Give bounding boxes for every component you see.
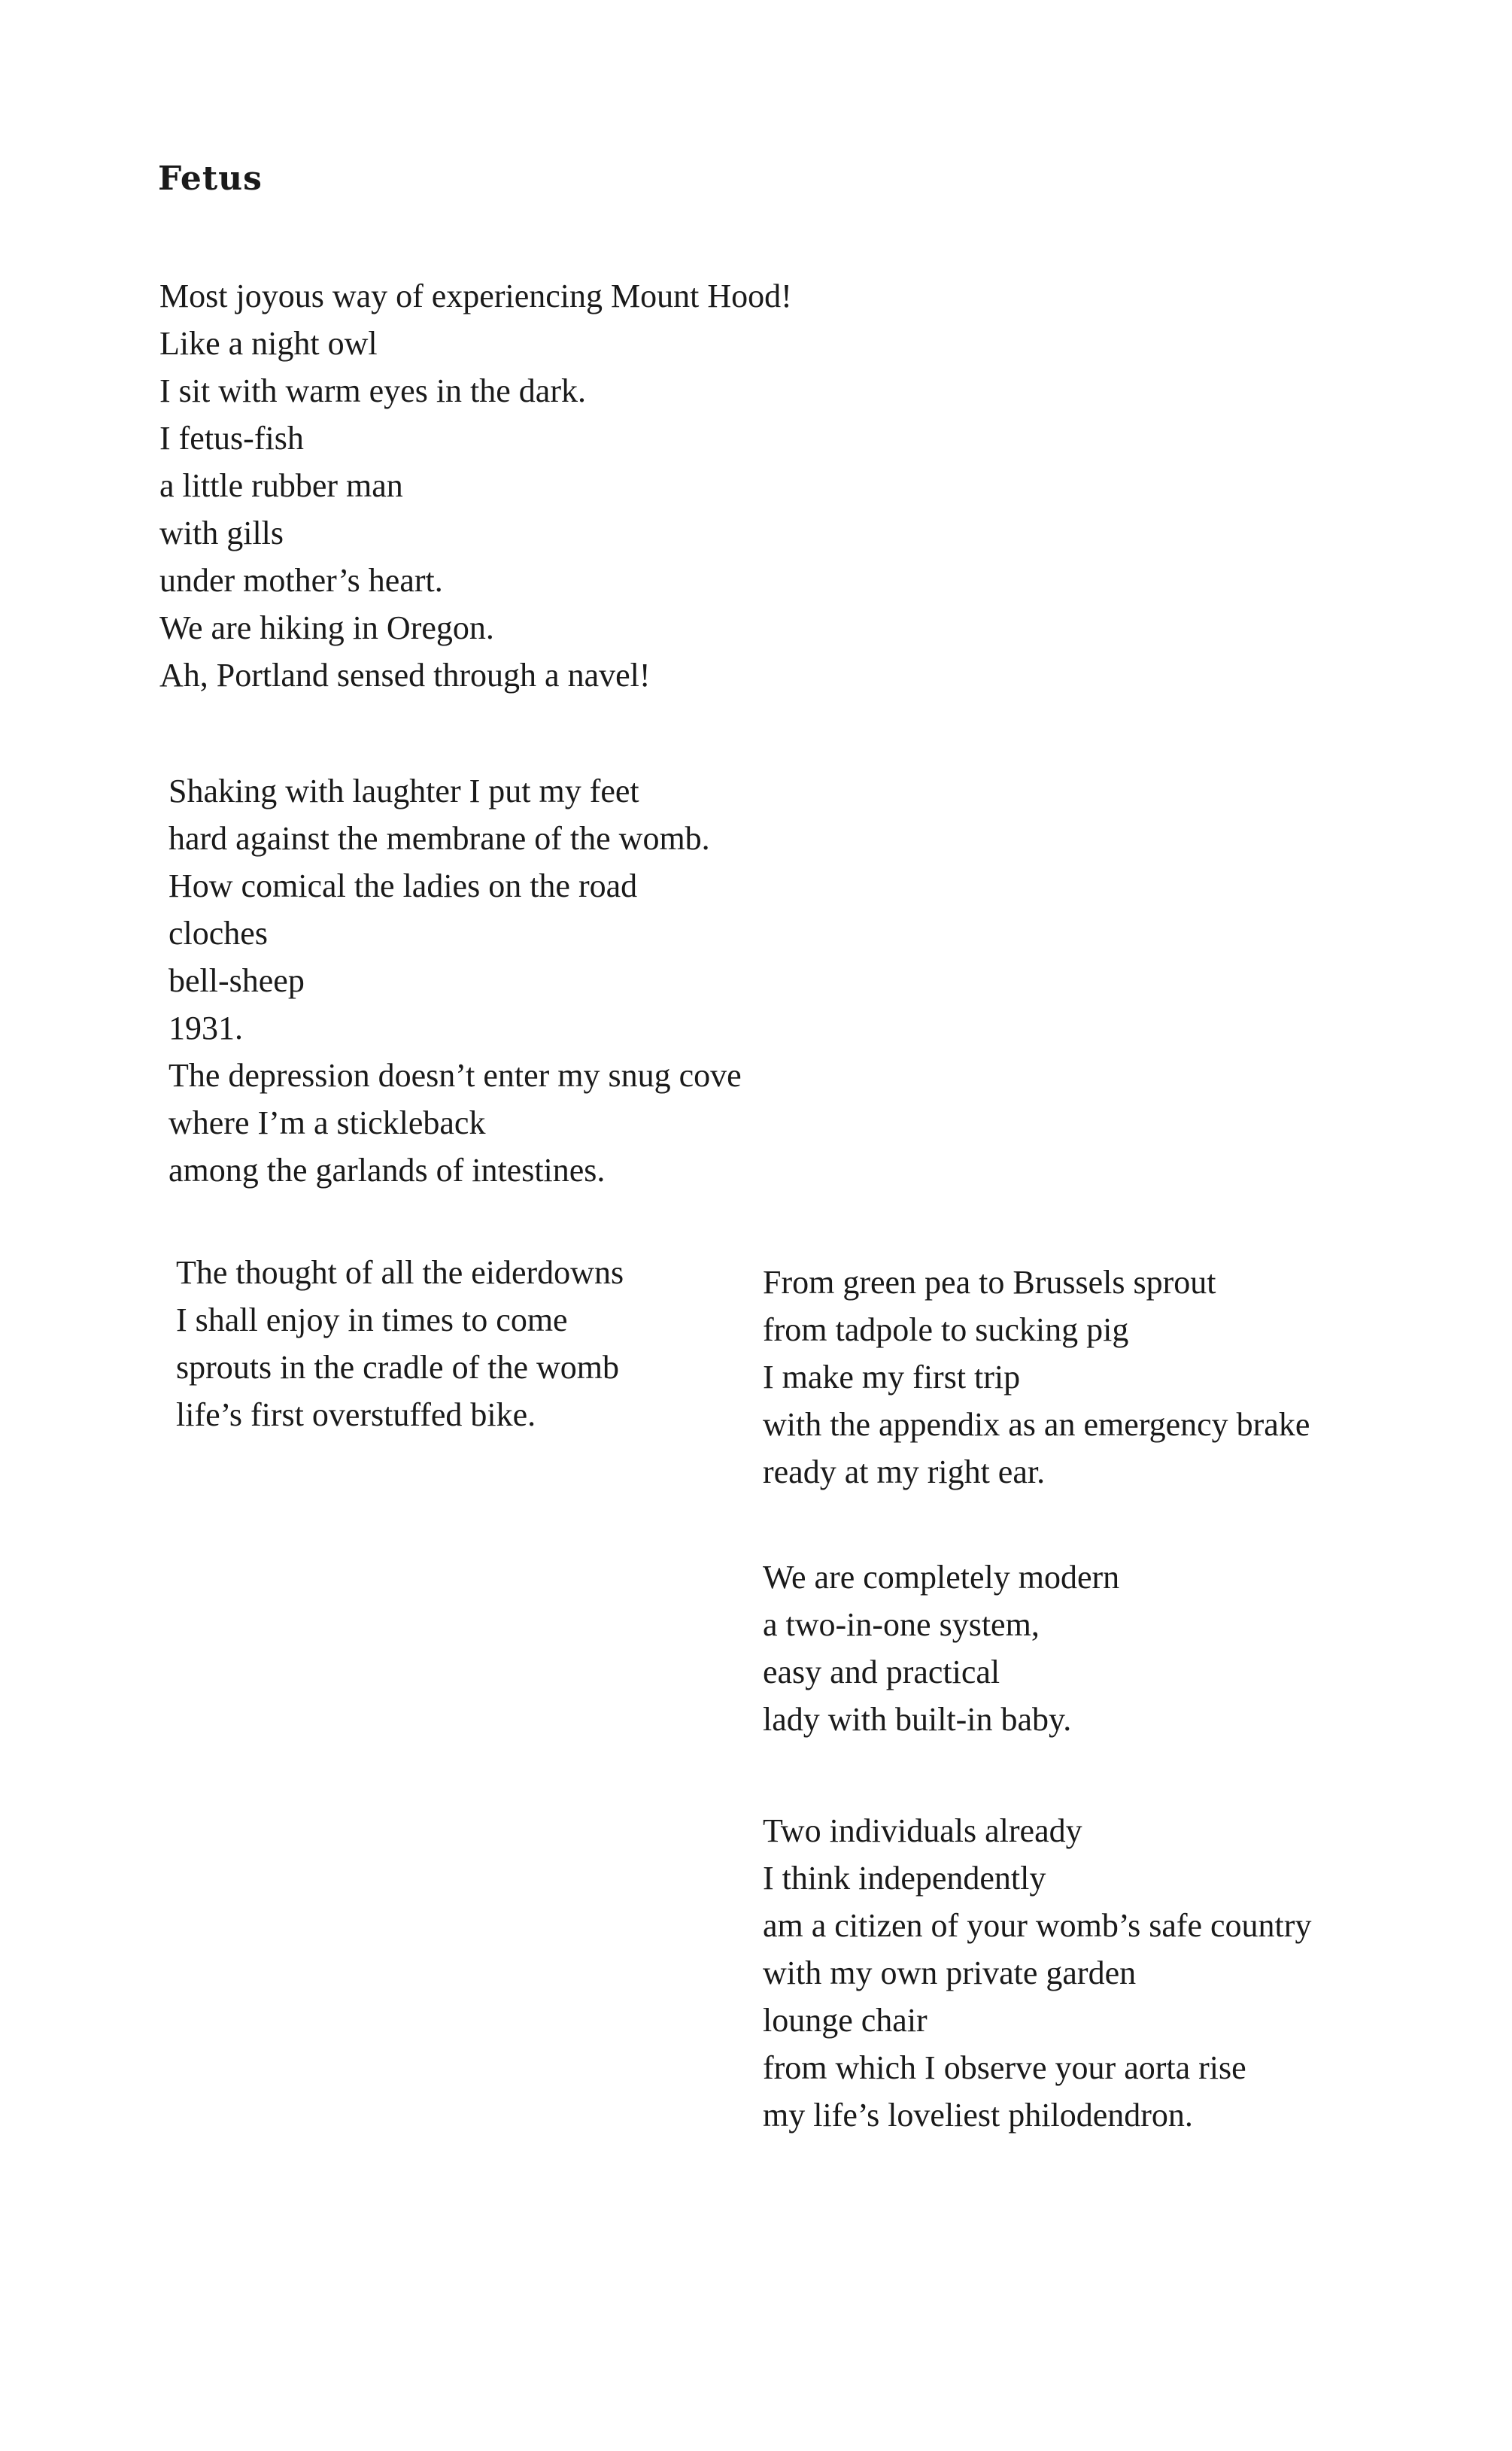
poem-line: ready at my right ear. bbox=[763, 1453, 1046, 1490]
poem-line: Like a night owl bbox=[159, 325, 378, 362]
poem-line: 1931. bbox=[169, 1010, 243, 1046]
stanza-1 bbox=[159, 272, 792, 699]
poem-line: I sit with warm eyes in the dark. bbox=[159, 372, 586, 409]
poem-line: under mother’s heart. bbox=[159, 562, 443, 599]
poem-line: Shaking with laughter I put my feet bbox=[169, 773, 639, 809]
poem-line: How comical the ladies on the road bbox=[169, 867, 638, 904]
poem-line: with the appendix as an emergency brake bbox=[763, 1406, 1310, 1443]
poem-line: cloches bbox=[169, 915, 268, 952]
poem-line: I fetus-fish bbox=[159, 420, 304, 457]
poem-line: We are hiking in Oregon. bbox=[159, 609, 494, 646]
stanza-6 bbox=[763, 1807, 1311, 2139]
stanza-5 bbox=[763, 1554, 1119, 1743]
poem-line: lounge chair bbox=[763, 2002, 928, 2039]
poem-line: with gills bbox=[159, 515, 284, 551]
poem-line: Ah, Portland sensed through a navel! bbox=[159, 657, 651, 694]
poem-title: Fetus bbox=[158, 159, 263, 198]
stanza-2 bbox=[169, 767, 742, 1194]
poem-line: The depression doesn’t enter my snug cove bbox=[169, 1057, 742, 1094]
poem-line: hard against the membrane of the womb. bbox=[169, 820, 710, 857]
poem-line: I think independently bbox=[763, 1860, 1046, 1897]
poem-line: a two-in-one system, bbox=[763, 1606, 1040, 1643]
poem-line: Two individuals already bbox=[763, 1812, 1082, 1849]
poem-line: sprouts in the cradle of the womb bbox=[176, 1349, 619, 1386]
stanza-4 bbox=[763, 1259, 1310, 1496]
poem-line: bell-sheep bbox=[169, 962, 305, 999]
poem-line: The thought of all the eiderdowns bbox=[176, 1254, 624, 1291]
poem-line: life’s first overstuffed bike. bbox=[176, 1396, 536, 1433]
poem-line: from which I observe your aorta rise bbox=[763, 2049, 1246, 2086]
poem-line: lady with built-in baby. bbox=[763, 1701, 1072, 1738]
poem-line: I shall enjoy in times to come bbox=[176, 1301, 568, 1338]
poem-line: We are completely modern bbox=[763, 1559, 1120, 1596]
poem-line: my life’s loveliest philodendron. bbox=[763, 2097, 1193, 2134]
poem-line: from tadpole to sucking pig bbox=[763, 1311, 1129, 1348]
stanza-3 bbox=[176, 1249, 624, 1438]
poem-line: with my own private garden bbox=[763, 1954, 1137, 1991]
poem-line: am a citizen of your womb’s safe country bbox=[763, 1907, 1312, 1944]
poem-line: Most joyous way of experiencing Mount Hood! bbox=[159, 278, 792, 314]
poem-line: a little rubber man bbox=[159, 467, 403, 504]
poem-line: among the garlands of intestines. bbox=[169, 1152, 606, 1189]
poem-line: From green pea to Brussels sprout bbox=[763, 1264, 1216, 1301]
poem-line: easy and practical bbox=[763, 1654, 1000, 1690]
poem-line: where I’m a stickleback bbox=[169, 1104, 486, 1141]
poem-line: I make my first trip bbox=[763, 1359, 1021, 1396]
